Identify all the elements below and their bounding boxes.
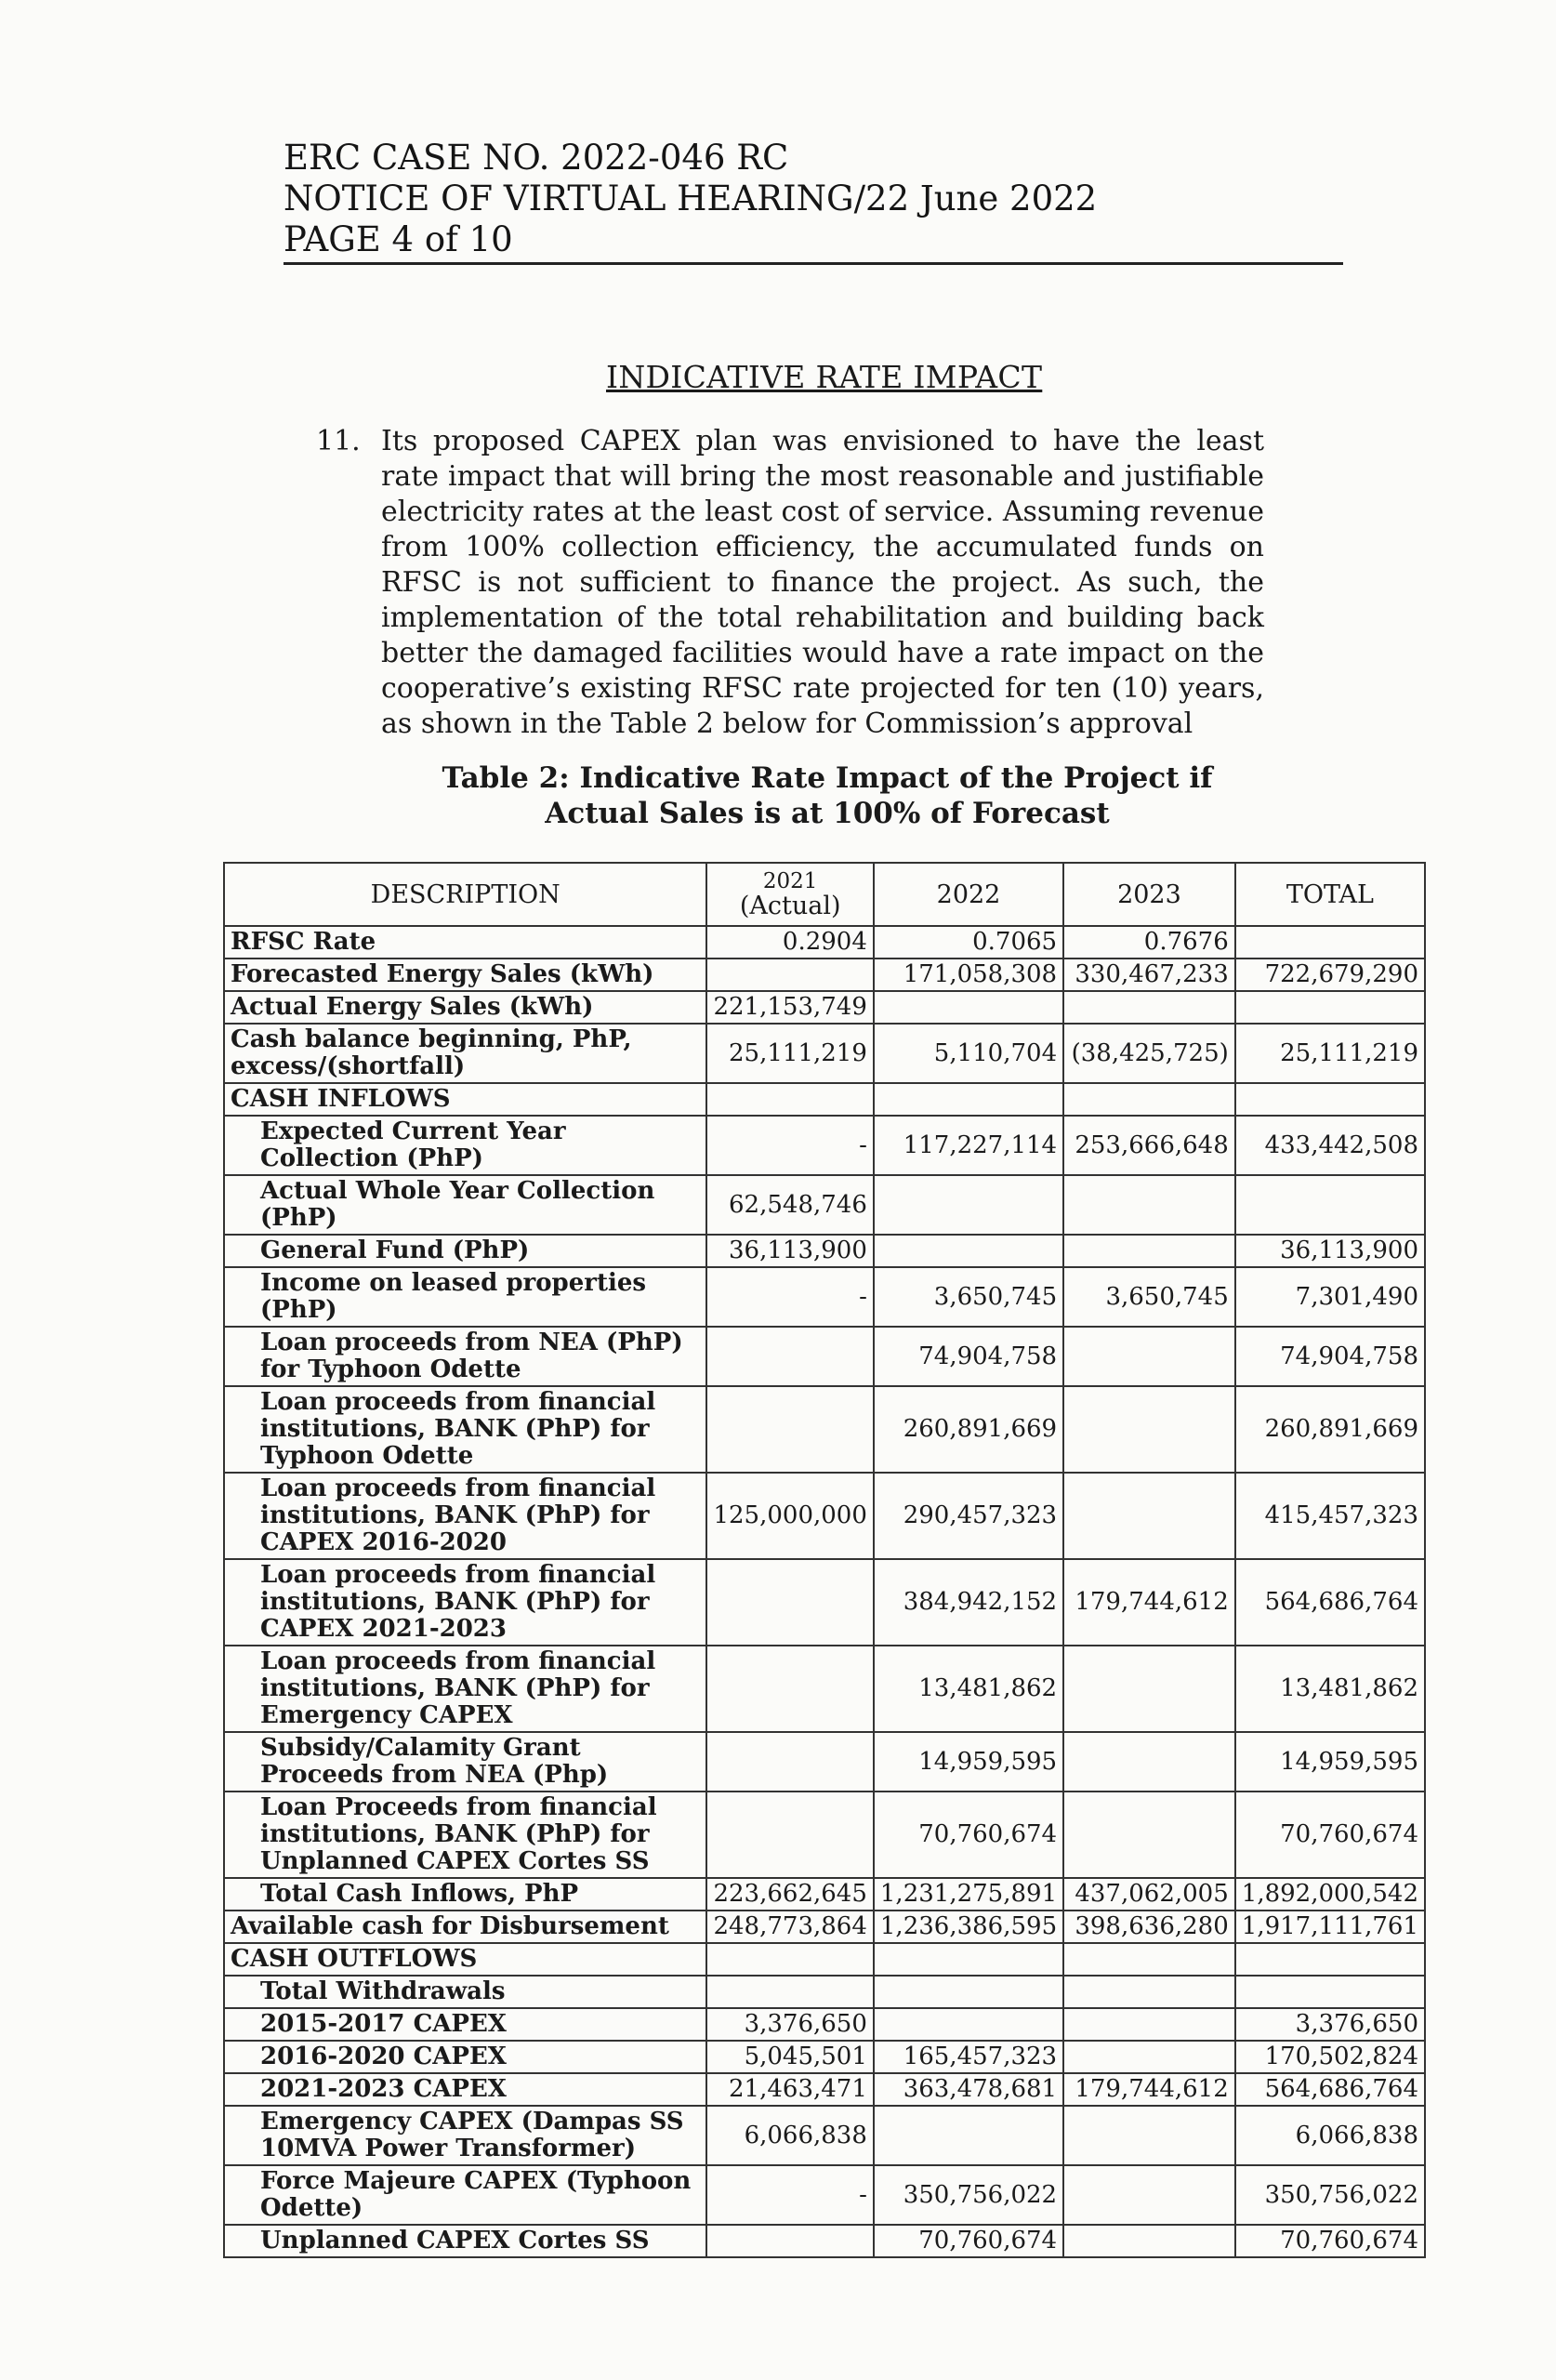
table-row (224, 1911, 1425, 1943)
cell-total: 7,301,490 (1235, 1267, 1425, 1327)
table-row (224, 1083, 1425, 1116)
cell-2023: 3,650,745 (1063, 1267, 1235, 1327)
row-label: Loan proceeds from financial institutions, BANK (PhP) for Typhoon Odette (224, 1386, 706, 1473)
paragraph-number: 11. (316, 425, 361, 457)
cell-total (1235, 1083, 1425, 1116)
cell-2023: 0.7676 (1063, 926, 1235, 959)
table-row (224, 1976, 1425, 2008)
cell-2023 (1063, 2106, 1235, 2165)
table-row (224, 926, 1425, 959)
cell-2023 (1063, 1943, 1235, 1976)
table-row (224, 1327, 1425, 1386)
row-label: CASH INFLOWS (224, 1083, 706, 1116)
cell-total: 25,111,219 (1235, 1024, 1425, 1083)
row-label: 2016-2020 CAPEX (224, 2041, 706, 2073)
paragraph-11 (316, 424, 1264, 742)
page-number: PAGE 4 of 10 (284, 219, 513, 259)
table-row (224, 1116, 1425, 1175)
rate-impact-table (223, 862, 1426, 2258)
cell-2023 (1063, 1976, 1235, 2008)
cell-2022: 13,481,862 (874, 1646, 1063, 1732)
cell-2023 (1063, 1792, 1235, 1878)
cell-2022: 70,760,674 (874, 1792, 1063, 1878)
row-label: Income on leased properties (PhP) (224, 1267, 706, 1327)
cell-total: 74,904,758 (1235, 1327, 1425, 1386)
cell-2023: 398,636,280 (1063, 1911, 1235, 1943)
cell-2023 (1063, 1386, 1235, 1473)
cell-2022: 117,227,114 (874, 1116, 1063, 1175)
row-label: RFSC Rate (224, 926, 706, 959)
cell-2021: 6,066,838 (706, 2106, 873, 2165)
cell-total: 350,756,022 (1235, 2165, 1425, 2225)
cell-2021: 125,000,000 (706, 1473, 873, 1559)
cell-2023: 179,744,612 (1063, 2073, 1235, 2106)
row-label: General Fund (PhP) (224, 1235, 706, 1267)
table-row (224, 1646, 1425, 1732)
cell-total: 415,457,323 (1235, 1473, 1425, 1559)
header-total: TOTAL (1235, 863, 1425, 926)
header-2021 (706, 863, 873, 926)
cell-2021 (706, 1943, 873, 1976)
table-row (224, 2041, 1425, 2073)
table-row (224, 2008, 1425, 2041)
row-label: 2015-2017 CAPEX (224, 2008, 706, 2041)
row-label: Loan Proceeds from financial institutions, BANK (PhP) for Unplanned CAPEX Cortes SS (224, 1792, 706, 1878)
cell-2023 (1063, 2008, 1235, 2041)
cell-2021: 248,773,864 (706, 1911, 873, 1943)
cell-total: 564,686,764 (1235, 2073, 1425, 2106)
row-label: Loan proceeds from financial institutions, BANK (PhP) for CAPEX 2021-2023 (224, 1559, 706, 1646)
table-row (224, 1175, 1425, 1235)
table-caption-line1: Table 2: Indicative Rate Impact of the Project if (442, 761, 1213, 795)
cell-2023: 253,666,648 (1063, 1116, 1235, 1175)
row-label: CASH OUTFLOWS (224, 1943, 706, 1976)
row-label: Force Majeure CAPEX (Typhoon Odette) (224, 2165, 706, 2225)
row-label: Actual Whole Year Collection (PhP) (224, 1175, 706, 1235)
cell-total (1235, 1943, 1425, 1976)
cell-2022: 1,231,275,891 (874, 1878, 1063, 1911)
cell-total (1235, 1976, 1425, 2008)
cell-2023 (1063, 2041, 1235, 2073)
cell-2022: 171,058,308 (874, 959, 1063, 991)
notice-title: NOTICE OF VIRTUAL HEARING/22 June 2022 (284, 178, 1098, 218)
cell-2021 (706, 1646, 873, 1732)
row-label: Unplanned CAPEX Cortes SS (224, 2225, 706, 2257)
header-description: DESCRIPTION (224, 863, 706, 926)
cell-total: 170,502,824 (1235, 2041, 1425, 2073)
table-row (224, 2106, 1425, 2165)
cell-total: 1,892,000,542 (1235, 1878, 1425, 1911)
cell-total (1235, 991, 1425, 1024)
table-row (224, 2225, 1425, 2257)
cell-2021 (706, 1732, 873, 1792)
cell-2023: 330,467,233 (1063, 959, 1235, 991)
cell-total: 1,917,111,761 (1235, 1911, 1425, 1943)
cell-total: 260,891,669 (1235, 1386, 1425, 1473)
case-number: ERC CASE NO. 2022-046 RC (284, 138, 789, 178)
cell-2021: - (706, 1267, 873, 1327)
cell-2022 (874, 1943, 1063, 1976)
cell-2023 (1063, 1473, 1235, 1559)
cell-total: 36,113,900 (1235, 1235, 1425, 1267)
cell-2021 (706, 1083, 873, 1116)
cell-2023 (1063, 1083, 1235, 1116)
table-row (224, 1024, 1425, 1083)
row-label: Total Cash Inflows, PhP (224, 1878, 706, 1911)
table-row (224, 1473, 1425, 1559)
table-row (224, 1732, 1425, 1792)
row-label: 2021-2023 CAPEX (224, 2073, 706, 2106)
cell-2022 (874, 1235, 1063, 1267)
cell-2021: 21,463,471 (706, 2073, 873, 2106)
cell-2021 (706, 1327, 873, 1386)
header-2021-year: 2021 (762, 868, 818, 893)
cell-2022: 5,110,704 (874, 1024, 1063, 1083)
cell-2022: 0.7065 (874, 926, 1063, 959)
cell-2023: (38,425,725) (1063, 1024, 1235, 1083)
cell-2022 (874, 1083, 1063, 1116)
cell-total: 70,760,674 (1235, 1792, 1425, 1878)
row-label: Available cash for Disbursement (224, 1911, 706, 1943)
cell-total: 433,442,508 (1235, 1116, 1425, 1175)
header-2023: 2023 (1063, 863, 1235, 926)
table-row (224, 991, 1425, 1024)
cell-2021: 25,111,219 (706, 1024, 873, 1083)
cell-2023 (1063, 1646, 1235, 1732)
cell-2021: 223,662,645 (706, 1878, 873, 1911)
table-row (224, 1559, 1425, 1646)
cell-2023: 437,062,005 (1063, 1878, 1235, 1911)
cell-2021 (706, 1976, 873, 2008)
cell-2023 (1063, 1235, 1235, 1267)
row-label: Loan proceeds from NEA (PhP) for Typhoon Odette (224, 1327, 706, 1386)
cell-2022: 14,959,595 (874, 1732, 1063, 1792)
table-header-row (224, 863, 1425, 926)
header-2022: 2022 (874, 863, 1063, 926)
cell-2022: 74,904,758 (874, 1327, 1063, 1386)
cell-2021 (706, 1559, 873, 1646)
cell-2022: 260,891,669 (874, 1386, 1063, 1473)
table-row (224, 2073, 1425, 2106)
cell-2021: 3,376,650 (706, 2008, 873, 2041)
cell-2021: 62,548,746 (706, 1175, 873, 1235)
cell-2022: 70,760,674 (874, 2225, 1063, 2257)
cell-2022: 290,457,323 (874, 1473, 1063, 1559)
cell-2023 (1063, 2225, 1235, 2257)
cell-2022 (874, 2008, 1063, 2041)
table-row (224, 1386, 1425, 1473)
table-body (224, 926, 1425, 2257)
cell-total: 722,679,290 (1235, 959, 1425, 991)
paragraph-text: Its proposed CAPEX plan was envisioned to have the least rate impact that will bring the most reasonable and justifiable electricity rates at the least cost of service. Assuming revenue from 100% collection efficiency, the accumulated funds on RFSC is not sufficient to finance the project. As such, the implementation of the total rehabilitation and building back better the damaged facilities would have a rate impact on the cooperative’s existing RFSC rate projected for ten (10) years, as shown in the Table 2 below for Commission’s approval (381, 425, 1264, 740)
table-row (224, 1267, 1425, 1327)
cell-total: 3,376,650 (1235, 2008, 1425, 2041)
header-rule (284, 262, 1343, 265)
header-2021-sub: (Actual) (739, 891, 841, 920)
cell-2021 (706, 959, 873, 991)
cell-total: 70,760,674 (1235, 2225, 1425, 2257)
table-row (224, 2165, 1425, 2225)
cell-2023 (1063, 1732, 1235, 1792)
cell-2021: 5,045,501 (706, 2041, 873, 2073)
cell-2022: 3,650,745 (874, 1267, 1063, 1327)
row-label: Loan proceeds from financial institutions, BANK (PhP) for CAPEX 2016-2020 (224, 1473, 706, 1559)
table-caption (409, 760, 1246, 831)
row-label: Total Withdrawals (224, 1976, 706, 2008)
cell-2022: 384,942,152 (874, 1559, 1063, 1646)
row-label: Expected Current Year Collection (PhP) (224, 1116, 706, 1175)
row-label: Actual Energy Sales (kWh) (224, 991, 706, 1024)
cell-2022 (874, 1976, 1063, 2008)
cell-2021: - (706, 2165, 873, 2225)
cell-total: 13,481,862 (1235, 1646, 1425, 1732)
cell-2022 (874, 2106, 1063, 2165)
cell-total: 14,959,595 (1235, 1732, 1425, 1792)
cell-2022 (874, 991, 1063, 1024)
cell-2021: 36,113,900 (706, 1235, 873, 1267)
document-header (284, 138, 1343, 265)
cell-2022: 363,478,681 (874, 2073, 1063, 2106)
section-title: INDICATIVE RATE IMPACT (606, 359, 1043, 395)
cell-2022 (874, 1175, 1063, 1235)
cell-2022: 165,457,323 (874, 2041, 1063, 2073)
row-label: Emergency CAPEX (Dampas SS 10MVA Power Transformer) (224, 2106, 706, 2165)
table-row (224, 1235, 1425, 1267)
row-label: Cash balance beginning, PhP, excess/(shortfall) (224, 1024, 706, 1083)
cell-2021: 0.2904 (706, 926, 873, 959)
table-row (224, 1943, 1425, 1976)
row-label: Subsidy/Calamity Grant Proceeds from NEA (Php) (224, 1732, 706, 1792)
cell-2021: 221,153,749 (706, 991, 873, 1024)
cell-2022: 350,756,022 (874, 2165, 1063, 2225)
cell-2021 (706, 1792, 873, 1878)
cell-2023 (1063, 1175, 1235, 1235)
cell-2021 (706, 1386, 873, 1473)
cell-2023 (1063, 2165, 1235, 2225)
cell-total: 564,686,764 (1235, 1559, 1425, 1646)
table-row (224, 959, 1425, 991)
cell-total: 6,066,838 (1235, 2106, 1425, 2165)
row-label: Forecasted Energy Sales (kWh) (224, 959, 706, 991)
cell-total (1235, 926, 1425, 959)
cell-2021 (706, 2225, 873, 2257)
cell-total (1235, 1175, 1425, 1235)
row-label: Loan proceeds from financial institutions, BANK (PhP) for Emergency CAPEX (224, 1646, 706, 1732)
cell-2021: - (706, 1116, 873, 1175)
cell-2023 (1063, 991, 1235, 1024)
table-caption-line2: Actual Sales is at 100% of Forecast (545, 797, 1110, 830)
table-row (224, 1792, 1425, 1878)
cell-2022: 1,236,386,595 (874, 1911, 1063, 1943)
cell-2023: 179,744,612 (1063, 1559, 1235, 1646)
cell-2023 (1063, 1327, 1235, 1386)
table-row (224, 1878, 1425, 1911)
